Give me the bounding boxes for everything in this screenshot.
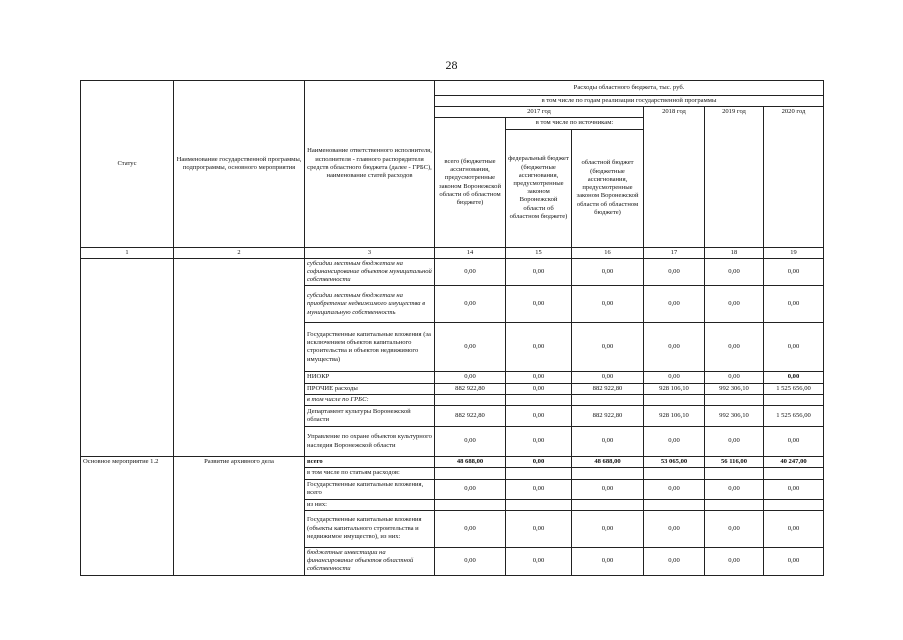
value-cell: 0,00: [572, 547, 644, 575]
value-cell: 0,00: [705, 372, 764, 383]
column-index: 2: [174, 247, 305, 258]
value-cell: 0,00: [506, 383, 572, 394]
header-year-2020: 2020 год: [764, 107, 824, 247]
value-cell: 0,00: [572, 479, 644, 499]
value-cell: 0,00: [644, 510, 705, 547]
value-cell: 48 688,00: [435, 457, 506, 468]
value-cell: 0,00: [705, 427, 764, 457]
value-cell: 0,00: [644, 286, 705, 323]
value-cell: 0,00: [572, 510, 644, 547]
header-year-2018: 2018 год: [644, 107, 705, 247]
column-index: 3: [305, 247, 435, 258]
value-cell: 0,00: [506, 457, 572, 468]
row-name: в том числе по ГРБС:: [305, 394, 435, 405]
value-cell: [705, 468, 764, 479]
value-cell: 0,00: [764, 286, 824, 323]
value-cell: 56 116,00: [705, 457, 764, 468]
row-name: Департамент культуры Воронежской области: [305, 406, 435, 427]
column-index: 18: [705, 247, 764, 258]
row-name: в том числе по статьям расходов:: [305, 468, 435, 479]
header-status: Статус: [81, 81, 174, 248]
budget-table: [80, 80, 824, 576]
value-cell: 0,00: [506, 286, 572, 323]
value-cell: [705, 394, 764, 405]
status-cell: Основное мероприятие 1.2: [81, 457, 174, 576]
program-cell: [174, 258, 305, 456]
value-cell: [435, 394, 506, 405]
value-cell: 1 525 656,00: [764, 383, 824, 394]
value-cell: 882 922,80: [572, 383, 644, 394]
value-cell: 0,00: [506, 406, 572, 427]
row-name: Управление по охране объектов культурного наследия Воронежской области: [305, 427, 435, 457]
header-year-2017: 2017 год: [435, 107, 644, 118]
value-cell: 48 688,00: [572, 457, 644, 468]
value-cell: 0,00: [644, 372, 705, 383]
header-by-years: в том числе по годам реализации государственной программы: [435, 96, 824, 107]
page-number: 28: [445, 58, 458, 72]
value-cell: 0,00: [572, 323, 644, 372]
value-cell: [572, 394, 644, 405]
value-cell: 0,00: [506, 323, 572, 372]
header-by-sources: в том числе по источникам:: [506, 118, 644, 129]
value-cell: 0,00: [644, 323, 705, 372]
value-cell: [764, 468, 824, 479]
value-cell: 0,00: [572, 372, 644, 383]
value-cell: 0,00: [572, 258, 644, 286]
value-cell: [764, 394, 824, 405]
value-cell: 992 306,10: [705, 406, 764, 427]
value-cell: 0,00: [435, 510, 506, 547]
row-name: Государственные капитальные вложения (объекты капитального строительства и недвижимое имущество), из них:: [305, 510, 435, 547]
value-cell: 0,00: [435, 547, 506, 575]
value-cell: 928 106,10: [644, 406, 705, 427]
column-index: 17: [644, 247, 705, 258]
header-federal: федеральный бюджет (бюджетные ассигнования, предусмотренные законом Воронежской области об областном бюджете): [506, 129, 572, 247]
program-cell: Развитие архивного дела: [174, 457, 305, 576]
row-name: субсидии местным бюджетам на софинансирование объектов муниципальной собственности: [305, 258, 435, 286]
value-cell: [764, 499, 824, 510]
table-row: [81, 258, 824, 286]
value-cell: [435, 499, 506, 510]
value-cell: 0,00: [506, 372, 572, 383]
value-cell: 0,00: [764, 427, 824, 457]
header-program-name: Наименование государственной программы, подпрограммы, основного мероприятия: [174, 81, 305, 248]
value-cell: 0,00: [705, 258, 764, 286]
row-name: НИОКР: [305, 372, 435, 383]
row-name: всего: [305, 457, 435, 468]
value-cell: [572, 499, 644, 510]
value-cell: 0,00: [435, 323, 506, 372]
value-cell: 0,00: [435, 372, 506, 383]
value-cell: [435, 468, 506, 479]
header-expenses-title: Расходы областного бюджета, тыс. руб.: [435, 81, 824, 96]
row-name: бюджетные инвестиции на финансирование объектов областной собственности: [305, 547, 435, 575]
value-cell: 0,00: [764, 372, 824, 383]
row-name: Государственные капитальные вложения, всего: [305, 479, 435, 499]
value-cell: 882 922,80: [572, 406, 644, 427]
value-cell: 0,00: [506, 510, 572, 547]
row-name: Государственные капитальные вложения (за исключением объектов капитального строительства и объектов недвижимого имущества): [305, 323, 435, 372]
column-index: 1: [81, 247, 174, 258]
value-cell: 0,00: [572, 427, 644, 457]
value-cell: 0,00: [764, 323, 824, 372]
value-cell: 0,00: [435, 286, 506, 323]
value-cell: [506, 468, 572, 479]
value-cell: 0,00: [506, 258, 572, 286]
value-cell: 992 306,10: [705, 383, 764, 394]
value-cell: 0,00: [705, 547, 764, 575]
value-cell: [705, 499, 764, 510]
value-cell: [572, 468, 644, 479]
value-cell: 0,00: [572, 286, 644, 323]
row-name: ПРОЧИЕ расходы: [305, 383, 435, 394]
value-cell: 0,00: [644, 427, 705, 457]
value-cell: 0,00: [644, 547, 705, 575]
status-cell: [81, 258, 174, 456]
value-cell: 0,00: [764, 479, 824, 499]
value-cell: 882 922,80: [435, 406, 506, 427]
value-cell: [506, 394, 572, 405]
row-name: субсидии местным бюджетам на приобретение недвижимого имущества в муниципальную собственность: [305, 286, 435, 323]
value-cell: [644, 468, 705, 479]
table-row: [81, 457, 824, 468]
value-cell: 0,00: [764, 547, 824, 575]
value-cell: 0,00: [506, 479, 572, 499]
header-row-1: [81, 81, 824, 96]
value-cell: 0,00: [705, 510, 764, 547]
column-index: 14: [435, 247, 506, 258]
value-cell: 53 065,00: [644, 457, 705, 468]
value-cell: 882 922,80: [435, 383, 506, 394]
value-cell: 40 247,00: [764, 457, 824, 468]
value-cell: 0,00: [705, 479, 764, 499]
header-regional: областной бюджет (бюджетные ассигнования, предусмотренные законом Воронежской области об областном бюджете): [572, 129, 644, 247]
value-cell: 0,00: [764, 258, 824, 286]
value-cell: [644, 499, 705, 510]
value-cell: 0,00: [435, 479, 506, 499]
value-cell: 0,00: [506, 427, 572, 457]
column-index: 19: [764, 247, 824, 258]
value-cell: 0,00: [705, 323, 764, 372]
value-cell: 928 106,10: [644, 383, 705, 394]
value-cell: 0,00: [705, 286, 764, 323]
row-name: из них:: [305, 499, 435, 510]
value-cell: [644, 394, 705, 405]
value-cell: 0,00: [764, 510, 824, 547]
column-index: 15: [506, 247, 572, 258]
header-total: всего (бюджетные ассигнования, предусмотренные законом Воронежской области об областном бюджете): [435, 118, 506, 247]
header-year-2019: 2019 год: [705, 107, 764, 247]
value-cell: 0,00: [644, 479, 705, 499]
value-cell: 0,00: [435, 427, 506, 457]
header-executor-name: Наименование ответственного исполнителя, исполнителя - главного распорядителя средств областного бюджета (далее - ГРБС), наименование статей расходов: [305, 81, 435, 248]
value-cell: 0,00: [506, 547, 572, 575]
column-index-row: [81, 247, 824, 258]
value-cell: 0,00: [435, 258, 506, 286]
value-cell: 0,00: [644, 258, 705, 286]
column-index: 16: [572, 247, 644, 258]
value-cell: [506, 499, 572, 510]
value-cell: 1 525 656,00: [764, 406, 824, 427]
